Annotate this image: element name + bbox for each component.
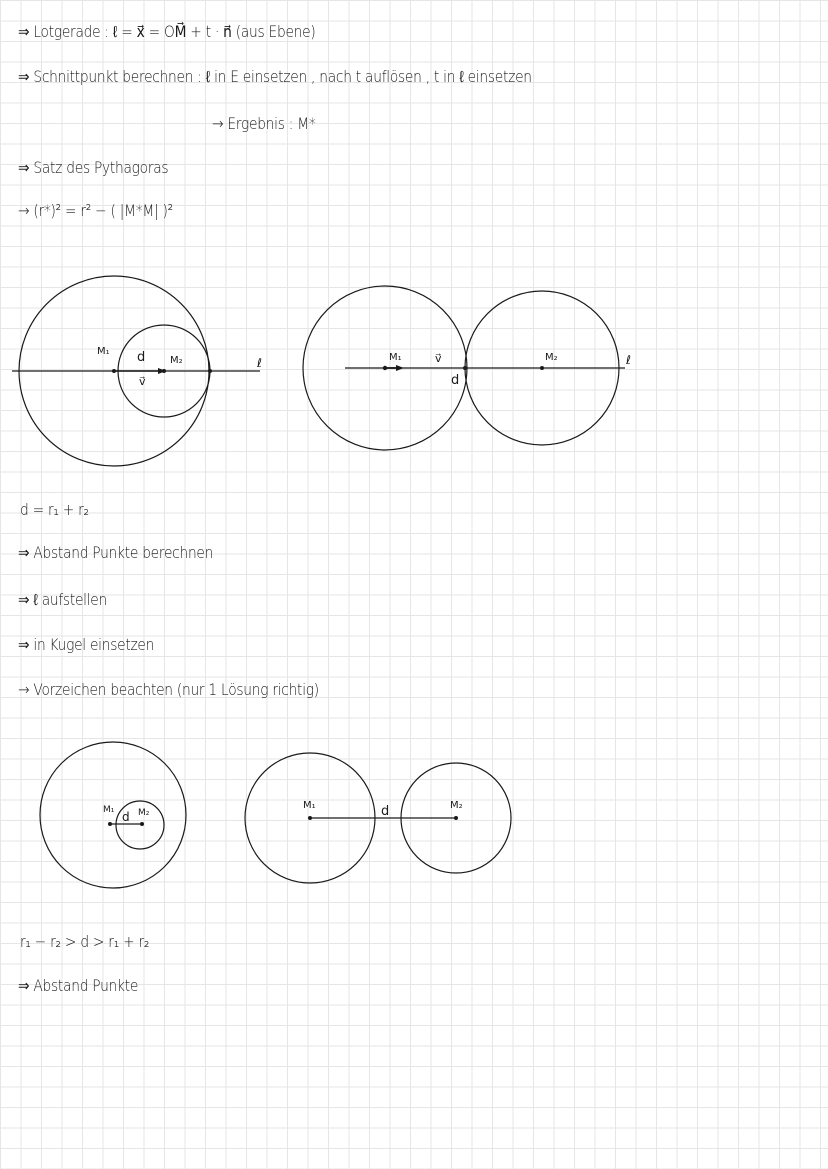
note-schnittpunkt: ⇒ Schnittpunkt berechnen : ℓ in E einsetzen , nach t auflösen , t in ℓ einsetzen [18,67,532,86]
note-pythagoras: ⇒ Satz des Pythagoras [18,158,169,177]
fig3-label-m2: M₂ [138,808,150,818]
note-formula-pythagoras: → (r*)² = r² − ( |M*M| )² [18,201,173,220]
fig4-label-m2: M₂ [450,800,463,811]
fig4-label-m1: M₁ [303,800,316,811]
fig2-label-m1: M₁ [389,352,402,363]
fig1-label-m1: M₁ [97,346,110,357]
fig1-label-l: ℓ [257,356,262,370]
figure-tangent-outer [0,280,828,460]
note-abstand-berechnen: ⇒ Abstand Punkte berechnen [18,543,214,562]
fig1-label-d: d [137,350,146,365]
fig1-label-m2: M₂ [170,355,183,366]
fig2-label-l: ℓ [626,353,631,367]
figure-separate-circles [0,755,828,875]
note-ergebnis: → Ergebnis : M* [212,114,316,133]
fig1-label-v: v⃗ [139,375,146,388]
note-kugel-einsetzen: ⇒ in Kugel einsetzen [18,635,155,654]
fig4-label-d: d [381,804,390,819]
fig3-label-d: d [122,810,130,824]
note-distance-sum: d = r₁ + r₂ [20,500,89,519]
note-inequality: r₁ − r₂ > d > r₁ + r₂ [20,932,150,951]
note-l-aufstellen: ⇒ ℓ aufstellen [18,590,107,609]
fig3-label-m1: M₁ [103,805,115,815]
note-vorzeichen: → Vorzeichen beachten (nur 1 Lösung richtig) [18,680,319,699]
fig2-label-d: d [451,373,460,388]
note-abstand-punkte: ⇒ Abstand Punkte [18,976,139,995]
note-lotgerade: ⇒ Lotgerade : ℓ = x⃗ = OM⃗ + t · n⃗ (aus Ebene) [18,22,316,41]
fig2-label-v: v⃗ [435,352,442,365]
fig2-label-m2: M₂ [545,352,558,363]
